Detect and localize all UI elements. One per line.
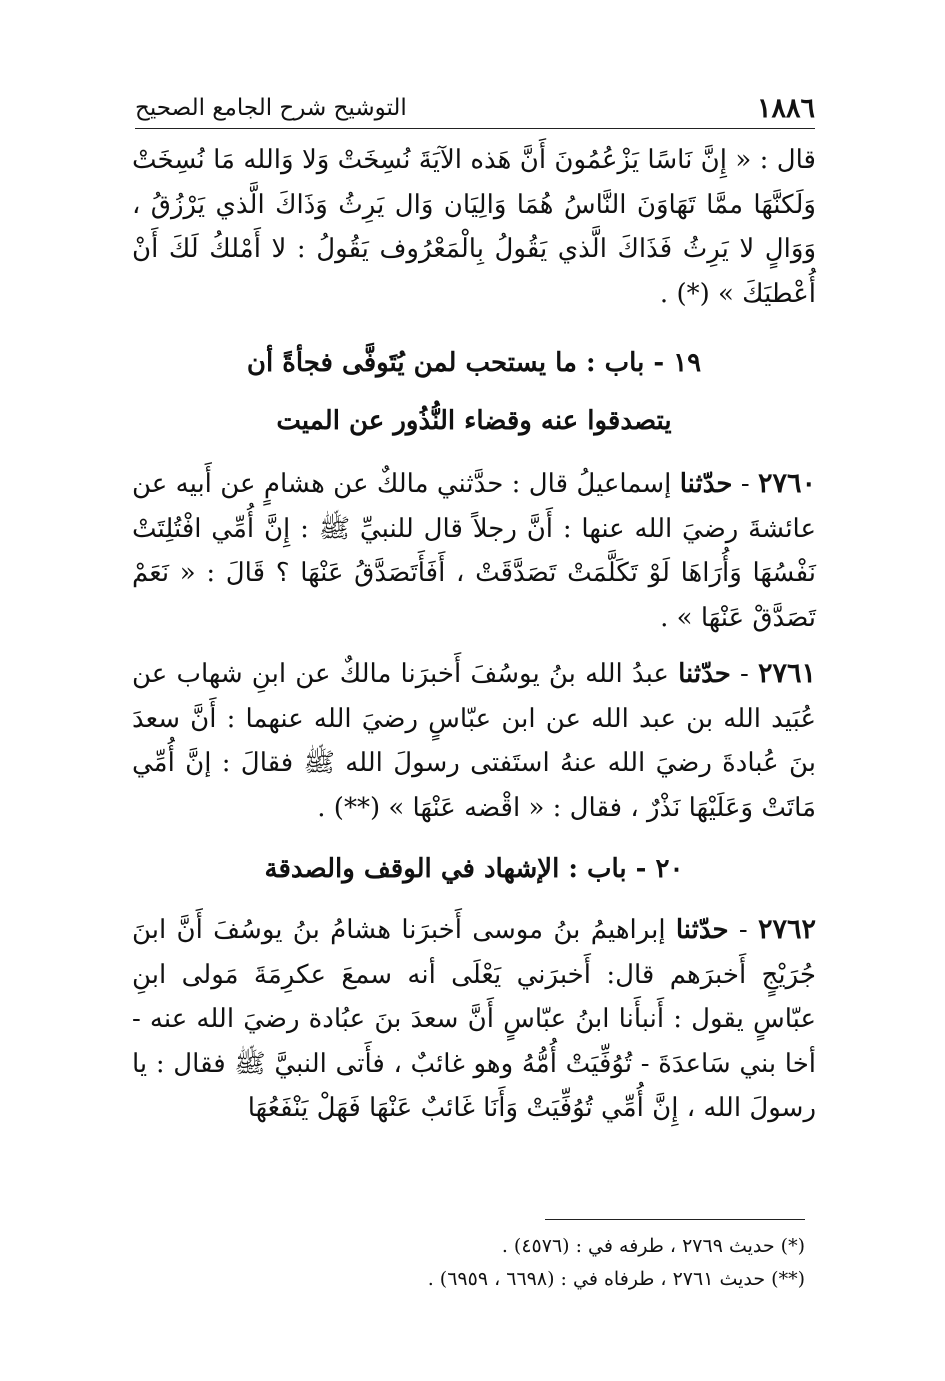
chapter-19-line-1: ١٩ - باب : ما يستحب لمن يُتَوفَّى فجأةً أن <box>246 348 702 378</box>
hadith-text: إسماعيلُ قال : حدَّثني مالكٌ عن هشامٍ عن أَبيه عن عائشةَ رضيَ الله عنها : أَنَّ رجلاً قال للنبيِّ ﷺ : إِنَّ أُمِّي افْتُلِتَتْ نَفْسُهَا وَأُرَاهَا لَوْ تَكَلَّمَتْ تَصَدَّقَتْ ، أَفَأَتَصَدَّقُ عَنْهَا ؟ قَالَ : « نَعَمْ تَصَدَّقْ عَنْهَا » . <box>132 469 816 633</box>
hadith-text: عبدُ الله بنُ يوسُفَ أَخبرَنا مالكٌ عن ابنِ شهاب عن عُبَيد الله بن عبد الله عن ابن عبّاسٍ رضيَ الله عنهما : أَنَّ سعدَ بنَ عُبادةَ رضيَ الله عنهُ استَفتى رسولَ الله ﷺ فقالَ : إنَّ أُمِّي مَاتَتْ وَعَلَيْهَا نَذْرٌ ، فقال : « اقْضه عَنْهَا » (**) . <box>132 659 816 823</box>
page-header <box>135 88 815 129</box>
intro-paragraph: قال : « إِنَّ نَاسًا يَزْعُمُونَ أَنَّ هَذه الآيَةَ نُسِخَتْ وَلا وَالله مَا نُسِخَتْ وَلَكنَّهَا ممَّا تَهَاوَنَ النَّاسُ هُمَا وَالِيَان وَال يَرِثُ وَذَاكَ الَّذي يَرْزُقُ ، وَوَالٍ لا يَرِثُ فَذَاكَ الَّذي يَقُولُ بِالْمَعْرُوف يَقُولُ : لا أَمْلكُ لَكَ أَنْ أُعْطيَكَ » (*) . <box>132 145 816 309</box>
footnote-2: (**) حديث ٢٧٦١ ، طرفاه في : (٦٦٩٨ ، ٦٩٥٩) . <box>427 1268 805 1290</box>
haddathana-label: حدّثنا <box>678 659 731 689</box>
footnote-divider <box>545 1219 805 1220</box>
hadith-sep: - <box>728 915 758 945</box>
footnotes <box>300 1230 805 1296</box>
hadith-2761 <box>132 652 816 830</box>
hadith-number: ٢٧٦١ <box>757 658 816 689</box>
hadith-sep: - <box>732 469 758 499</box>
haddathana-label: حدّثنا <box>675 915 729 945</box>
hadith-2762 <box>132 908 816 1131</box>
haddathana-label: حدّثنا <box>679 469 733 499</box>
footnote-1: (*) حديث ٢٧٦٩ ، طرفه في : (٤٥٧٦) . <box>501 1235 805 1257</box>
running-title: التوشيح شرح الجامع الصحيح <box>135 95 407 121</box>
hadith-text: إبراهيمُ بنُ موسى أَخبرَنا هشامُ بنُ يوسُفَ أَنَّ ابنَ جُرَيْجٍ أَخبرَهم قال: أَخبرَني يَعْلَى أنه سمعَ عكرِمَةَ مَولى ابنِ عبّاسٍ يقول : أَنبأَنا ابنُ عبّاسٍ أَنَّ سعدَ بنَ عبُادة رضيَ الله عنه - أخا بني سَاعدَةَ - تُوُفِّيَتْ أُمُّهُ وهو غائبٌ ، فأَتى النبيَّ ﷺ فقال : يا رسولَ الله ، إِنَّ أُمِّي تُوُفِّيَتْ وَأَنَا غَائبٌ عَنْهَا فَهَلْ يَنْفَعُهَا <box>132 915 816 1123</box>
chapter-19-line-2: يتصدقوا عنه وقضاء النُّذُور عن الميت <box>276 406 672 436</box>
main-text <box>132 138 816 1131</box>
hadith-2760 <box>132 462 816 640</box>
page-number: ١٨٨٦ <box>756 92 815 124</box>
chapter-19-heading <box>132 334 816 450</box>
chapter-20-heading: ٢٠ - باب : الإشهاد في الوقف والصدقة <box>264 854 684 884</box>
hadith-number: ٢٧٦٢ <box>757 914 816 945</box>
hadith-number: ٢٧٦٠ <box>757 468 816 499</box>
hadith-sep: - <box>730 659 758 689</box>
